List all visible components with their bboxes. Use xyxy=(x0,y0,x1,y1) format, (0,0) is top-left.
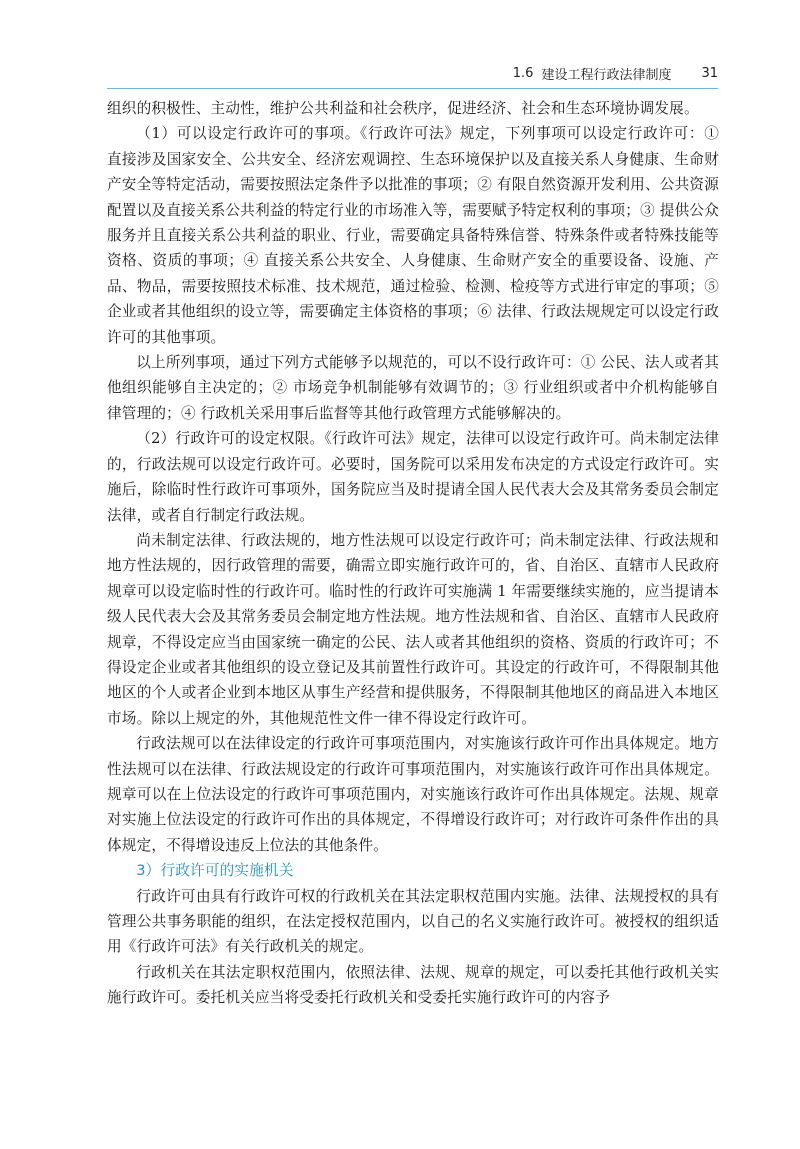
paragraph-continuation: 组织的积极性、主动性，维护公共利益和社会秩序，促进经济、社会和生态环境协调发展。 xyxy=(107,100,699,117)
page-body xyxy=(107,96,719,1011)
paragraph-permit-matters: （1）可以设定行政许可的事项。《行政许可法》规定，下列事项可以设定行政许可：① 直接涉及国家安全、公共安全、经济宏观调控、生态环境保护以及直接关系人身健康、生命财产安全等特定活动，需要按照法定条件予以批准的事项；② 有限自然资源开发利用、公共资源配置以及直接关系公共利益的特定行业的市场准入等，需要赋予特定权利的事项；③ 提供公众服务并且直接关系公共利益的职业、行业，需要确定具备特殊信誉、特殊条件或者特殊技能等资格、资质的事项；④ 直接关系公共安全、人身健康、生命财产安全的重要设备、设施、产品、物品，需要按照技术标准、技术规范，通过检验、检测、检疫等方式进行审定的事项；⑤ 企业或者其他组织的设立等，需要确定主体资格的事项；⑥ 法律、行政法规规定可以设定行政许可的其他事项。 xyxy=(107,125,719,346)
page-header xyxy=(107,62,718,84)
section-number: 1.6 xyxy=(512,65,534,81)
header-rule xyxy=(107,88,718,89)
paragraph-implementing-bodies: 行政许可由具有行政许可权的行政机关在其法定职权范围内实施。法律、法规授权的具有管理公共事务职能的组织，在法定授权范围内，以自己的名义实施行政许可。被授权的组织适用《行政许可法》有关行政机关的规定。 xyxy=(107,887,719,956)
paragraph-no-permit-needed: 以上所列事项，通过下列方式能够予以规范的，可以不设行政许可：① 公民、法人或者其他组织能够自主决定的；② 市场竞争机制能够有效调节的；③ 行业组织或者中介机构能够自律管理的；④ 行政机关采用事后监督等其他行政管理方式能够解决的。 xyxy=(107,354,719,422)
section-title: 建设工程行政法律制度 xyxy=(541,67,672,83)
page-number: 31 xyxy=(701,65,718,81)
paragraph-specific-provisions: 行政法规可以在法律设定的行政许可事项范围内，对实施该行政许可作出具体规定。地方性法规可以在法律、行政法规设定的行政许可事项范围内，对实施该行政许可作出具体规定。规章可以在上位法设定的行政许可事项范围内，对实施该行政许可作出具体规定。法规、规章对实施上位法设定的行政许可作出的具体规定，不得增设行政许可；对行政许可条件作出的具体规定，不得增设违反上位法的其他条件。 xyxy=(107,735,719,854)
paragraph-setting-authority: （2）行政许可的设定权限。《行政许可法》规定，法律可以设定行政许可。尚未制定法律的，行政法规可以设定行政许可。必要时，国务院可以采用发布决定的方式设定行政许可。实施后，除临时性行政许可事项外，国务院应当及时提请全国人民代表大会及其常务委员会制定法律，或者自行制定行政法规。 xyxy=(107,430,719,524)
subheading-implementing-authority: 3）行政许可的实施机关 xyxy=(136,862,294,880)
paragraph-local-regulations: 尚未制定法律、行政法规的，地方性法规可以设定行政许可；尚未制定法律、行政法规和地方性法规的，因行政管理的需要，确需立即实施行政许可的，省、自治区、直辖市人民政府规章可以设定临时性的行政许可。临时性的行政许可实施满 1 年需要继续实施的，应当提请本级人民代表大会及其常务委员会制定地方性法规。地方性法规和省、自治区、直辖市人民政府规章，不得设定应当由国家统一确定的公民、法人或者其他组织的资格、资质的行政许可；不得设定企业或者其他组织的设立登记及其前置性行政许可。其设定的行政许可，不得限制其他地区的个人或者企业到本地区从事生产经营和提供服务，不得限制其他地区的商品进入本地区市场。除以上规定的外，其他规范性文件一律不得设定行政许可。 xyxy=(107,531,719,727)
paragraph-delegation: 行政机关在其法定职权范围内，依照法律、法规、规章的规定，可以委托其他行政机关实施行政许可。委托机关应当将受委托行政机关和受委托实施行政许可的内容予 xyxy=(107,963,719,1007)
